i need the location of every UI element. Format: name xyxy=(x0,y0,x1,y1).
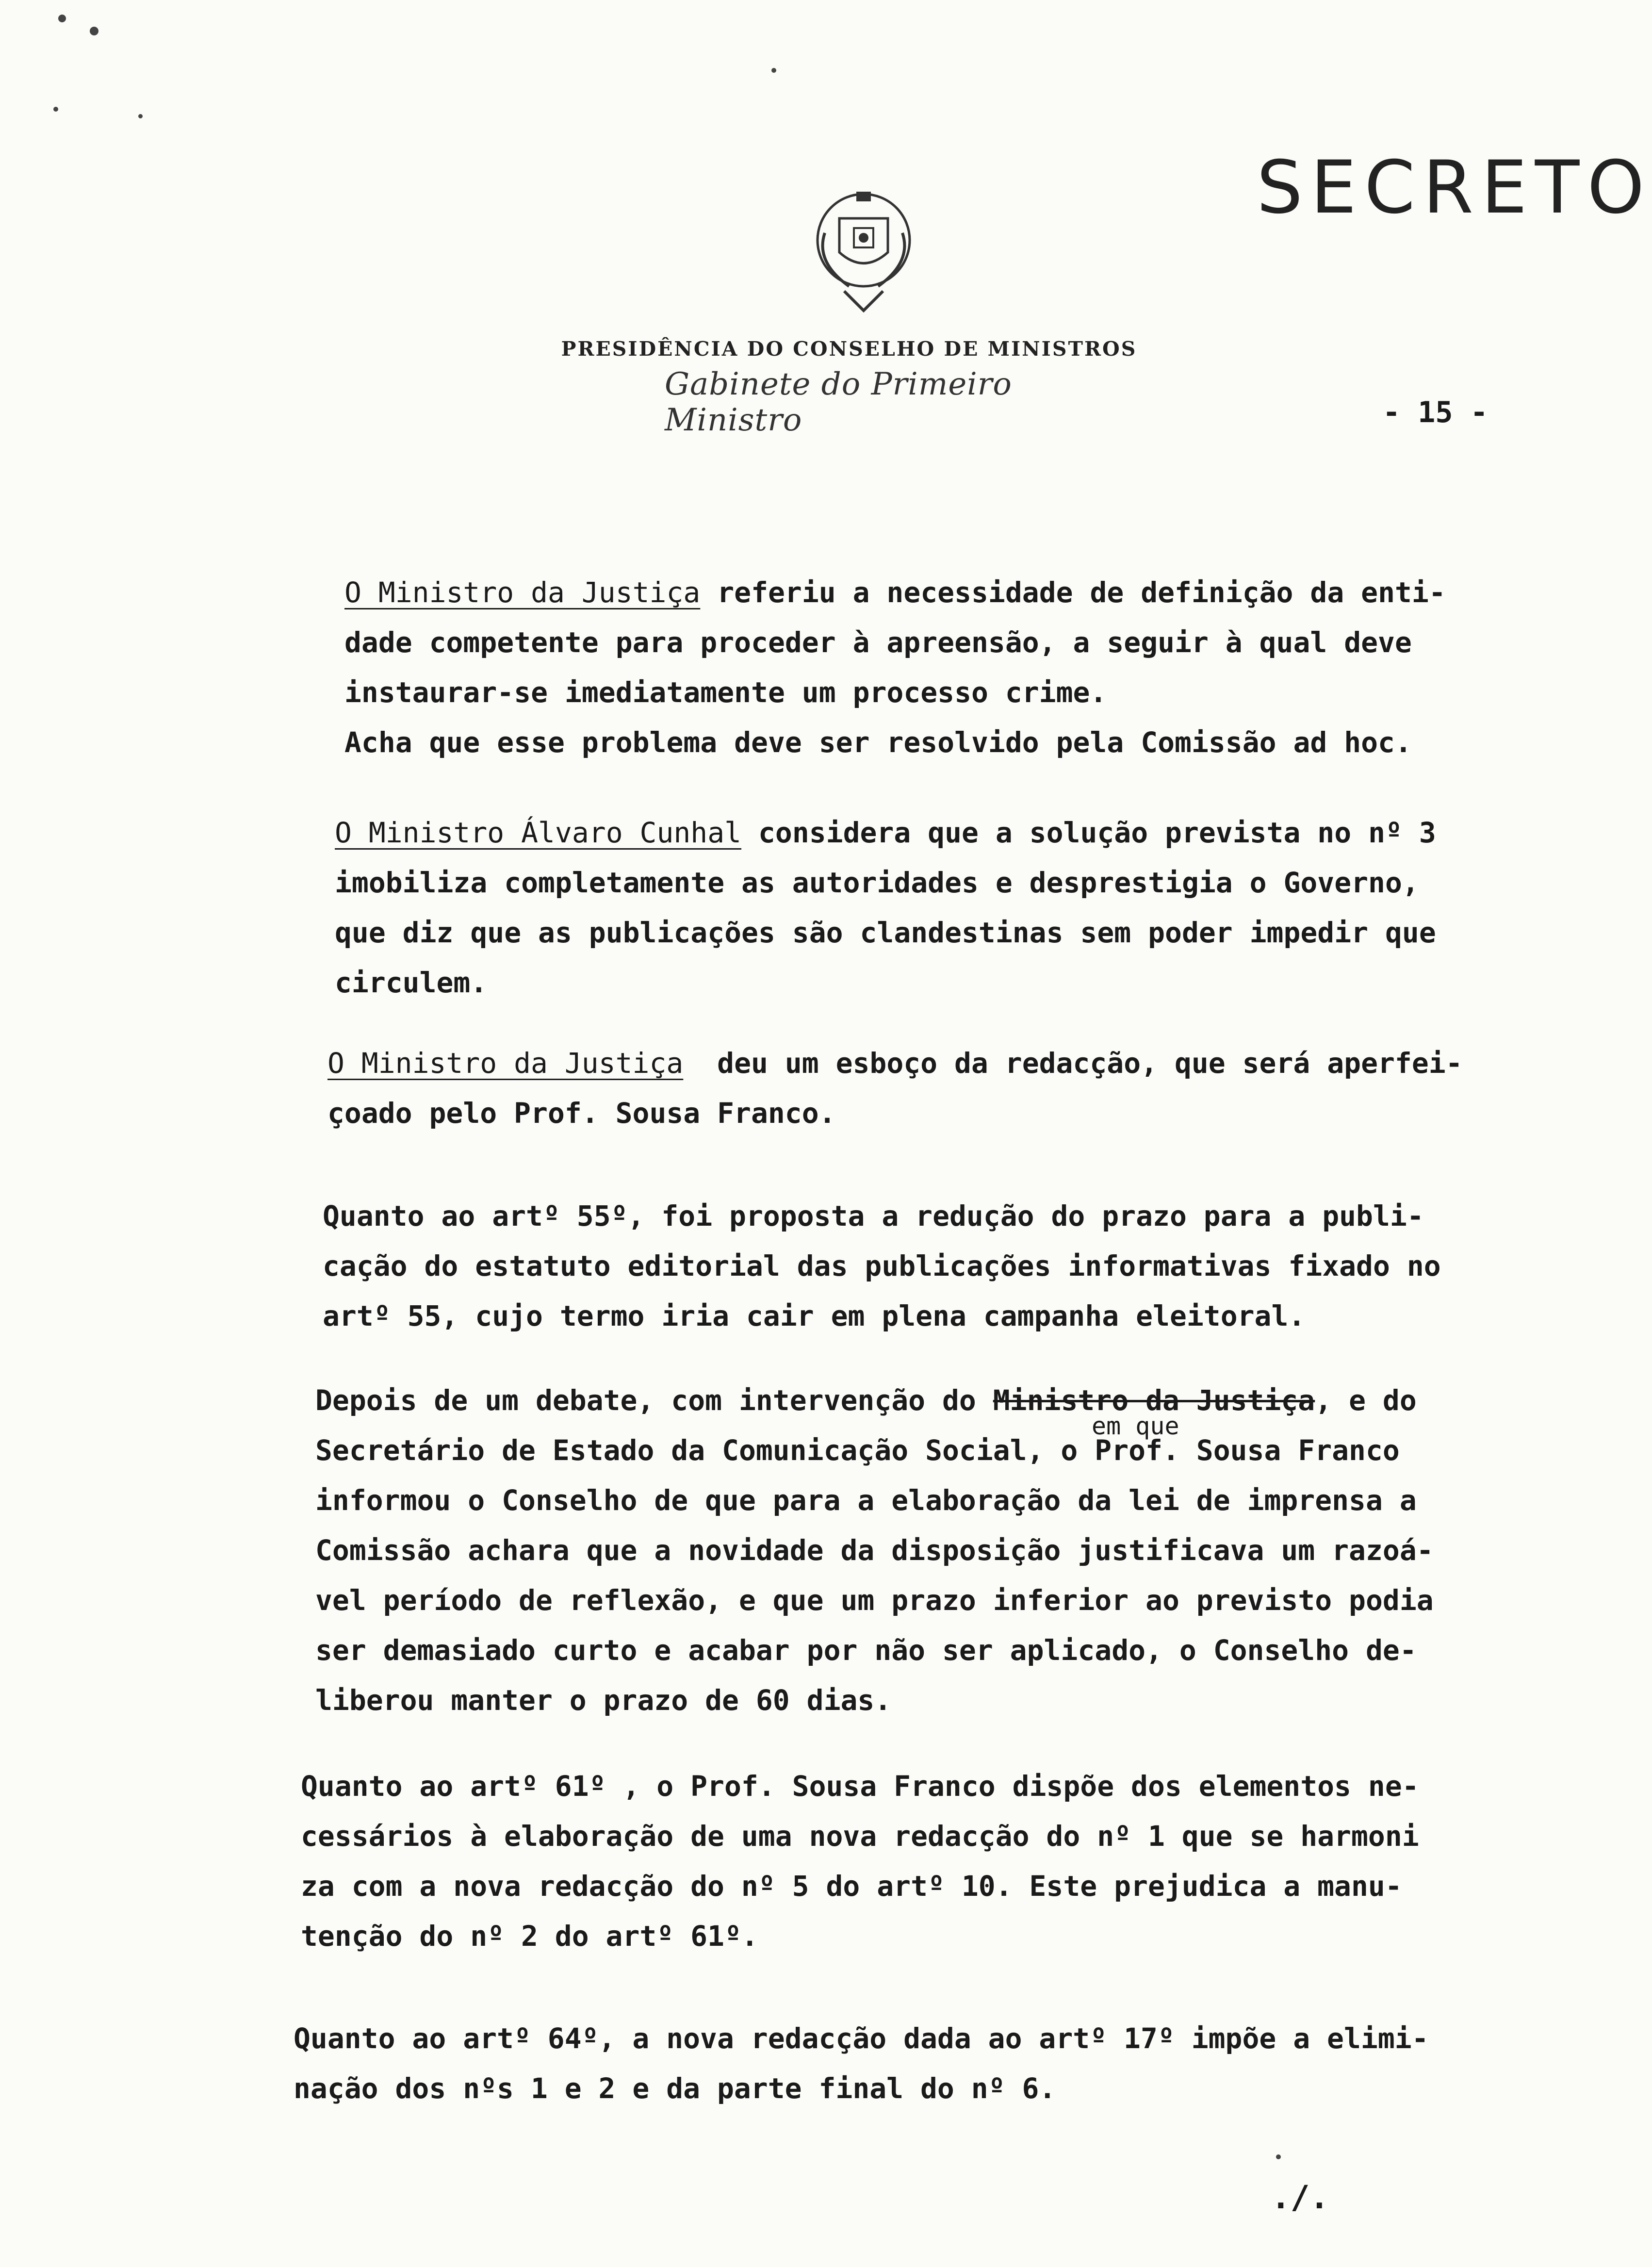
text-line: Acha que esse problema deve ser resolvido pela Comissão ad hoc. xyxy=(344,726,1412,759)
office-subtitle: Gabinete do Primeiro Ministro xyxy=(665,366,1012,438)
speaker-name: O Ministro da Justiça xyxy=(344,576,701,609)
text-line: instaurar-se imediatamente um processo crime. xyxy=(344,676,1107,709)
paragraph-6 xyxy=(301,1761,1419,1961)
text-line: vel período de reflexão, e que um prazo inferior ao previsto podia xyxy=(315,1584,1434,1617)
paragraph-5 xyxy=(315,1376,1434,1725)
text-line: imobiliza completamente as autoridades e desprestigia o Governo, xyxy=(335,866,1419,899)
text-line: , e do xyxy=(1315,1384,1417,1417)
paragraph-2 xyxy=(335,808,1436,1008)
text-line: Quanto ao artº 55º, foi proposta a redução do prazo para a publi- xyxy=(323,1199,1424,1232)
text-line: Secretário de Estado da Comunicação Social, o Prof. Sousa Franco xyxy=(315,1434,1400,1467)
struck-text: Ministro da Justiça xyxy=(993,1384,1315,1417)
text-line: liberou manter o prazo de 60 dias. xyxy=(315,1684,892,1717)
handwritten-insertion: em que xyxy=(1092,1412,1179,1440)
paragraph-3 xyxy=(327,1038,1463,1138)
paragraph-1 xyxy=(344,568,1446,768)
paragraph-4 xyxy=(323,1191,1441,1341)
text-line: dade competente para proceder à apreensão, a seguir à qual deve xyxy=(344,626,1412,659)
text-line: za com a nova redacção do nº 5 do artº 10. Este prejudica a manu- xyxy=(301,1870,1402,1903)
text-line: Quanto ao artº 64º, a nova redacção dada ao artº 17º impõe a elimi- xyxy=(294,2022,1429,2055)
text-line: informou o Conselho de que para a elaboração da lei de imprensa a xyxy=(315,1484,1417,1517)
text-line: Comissão achara que a novidade da disposição justificava um razoá- xyxy=(315,1534,1434,1567)
text-line: referiu a necessidade de definição da enti- xyxy=(700,576,1446,609)
text-line: cessários à elaboração de uma nova redacção do nº 1 que se harmoni xyxy=(301,1820,1419,1853)
text-line: ser demasiado curto e acabar por não ser aplicado, o Conselho de- xyxy=(315,1634,1417,1667)
text-line: deu um esboço da redacção, que será aperfei- xyxy=(683,1047,1463,1080)
text-line: Depois de um debate, com intervenção do xyxy=(315,1384,993,1417)
text-line: tenção do nº 2 do artº 61º. xyxy=(301,1920,758,1953)
text-line: considera que a solução prevista no nº 3 xyxy=(741,816,1436,849)
text-line: cação do estatuto editorial das publicações informativas fixado no xyxy=(323,1249,1441,1282)
classification-stamp: SECRETO xyxy=(1257,146,1652,230)
continuation-mark: ./. xyxy=(1271,2179,1329,2216)
speaker-name: O Ministro da Justiça xyxy=(327,1047,684,1080)
text-line: que diz que as publicações são clandestinas sem poder impedir que xyxy=(335,916,1436,949)
text-line: çoado pelo Prof. Sousa Franco. xyxy=(327,1097,836,1130)
text-line: Quanto ao artº 61º , o Prof. Sousa Franco dispõe dos elementos ne- xyxy=(301,1770,1419,1803)
coat-of-arms-icon xyxy=(801,189,927,325)
institution-heading: PRESIDÊNCIA DO CONSELHO DE MINISTROS xyxy=(561,337,1137,361)
paragraph-7 xyxy=(294,2014,1429,2114)
speaker-name: O Ministro Álvaro Cunhal xyxy=(335,816,742,849)
text-line: nação dos nºs 1 e 2 e da parte final do nº 6. xyxy=(294,2072,1056,2105)
text-line: artº 55, cujo termo iria cair em plena campanha eleitoral. xyxy=(323,1299,1306,1332)
page-number: - 15 - xyxy=(1383,395,1488,429)
text-line: circulem. xyxy=(335,966,488,999)
